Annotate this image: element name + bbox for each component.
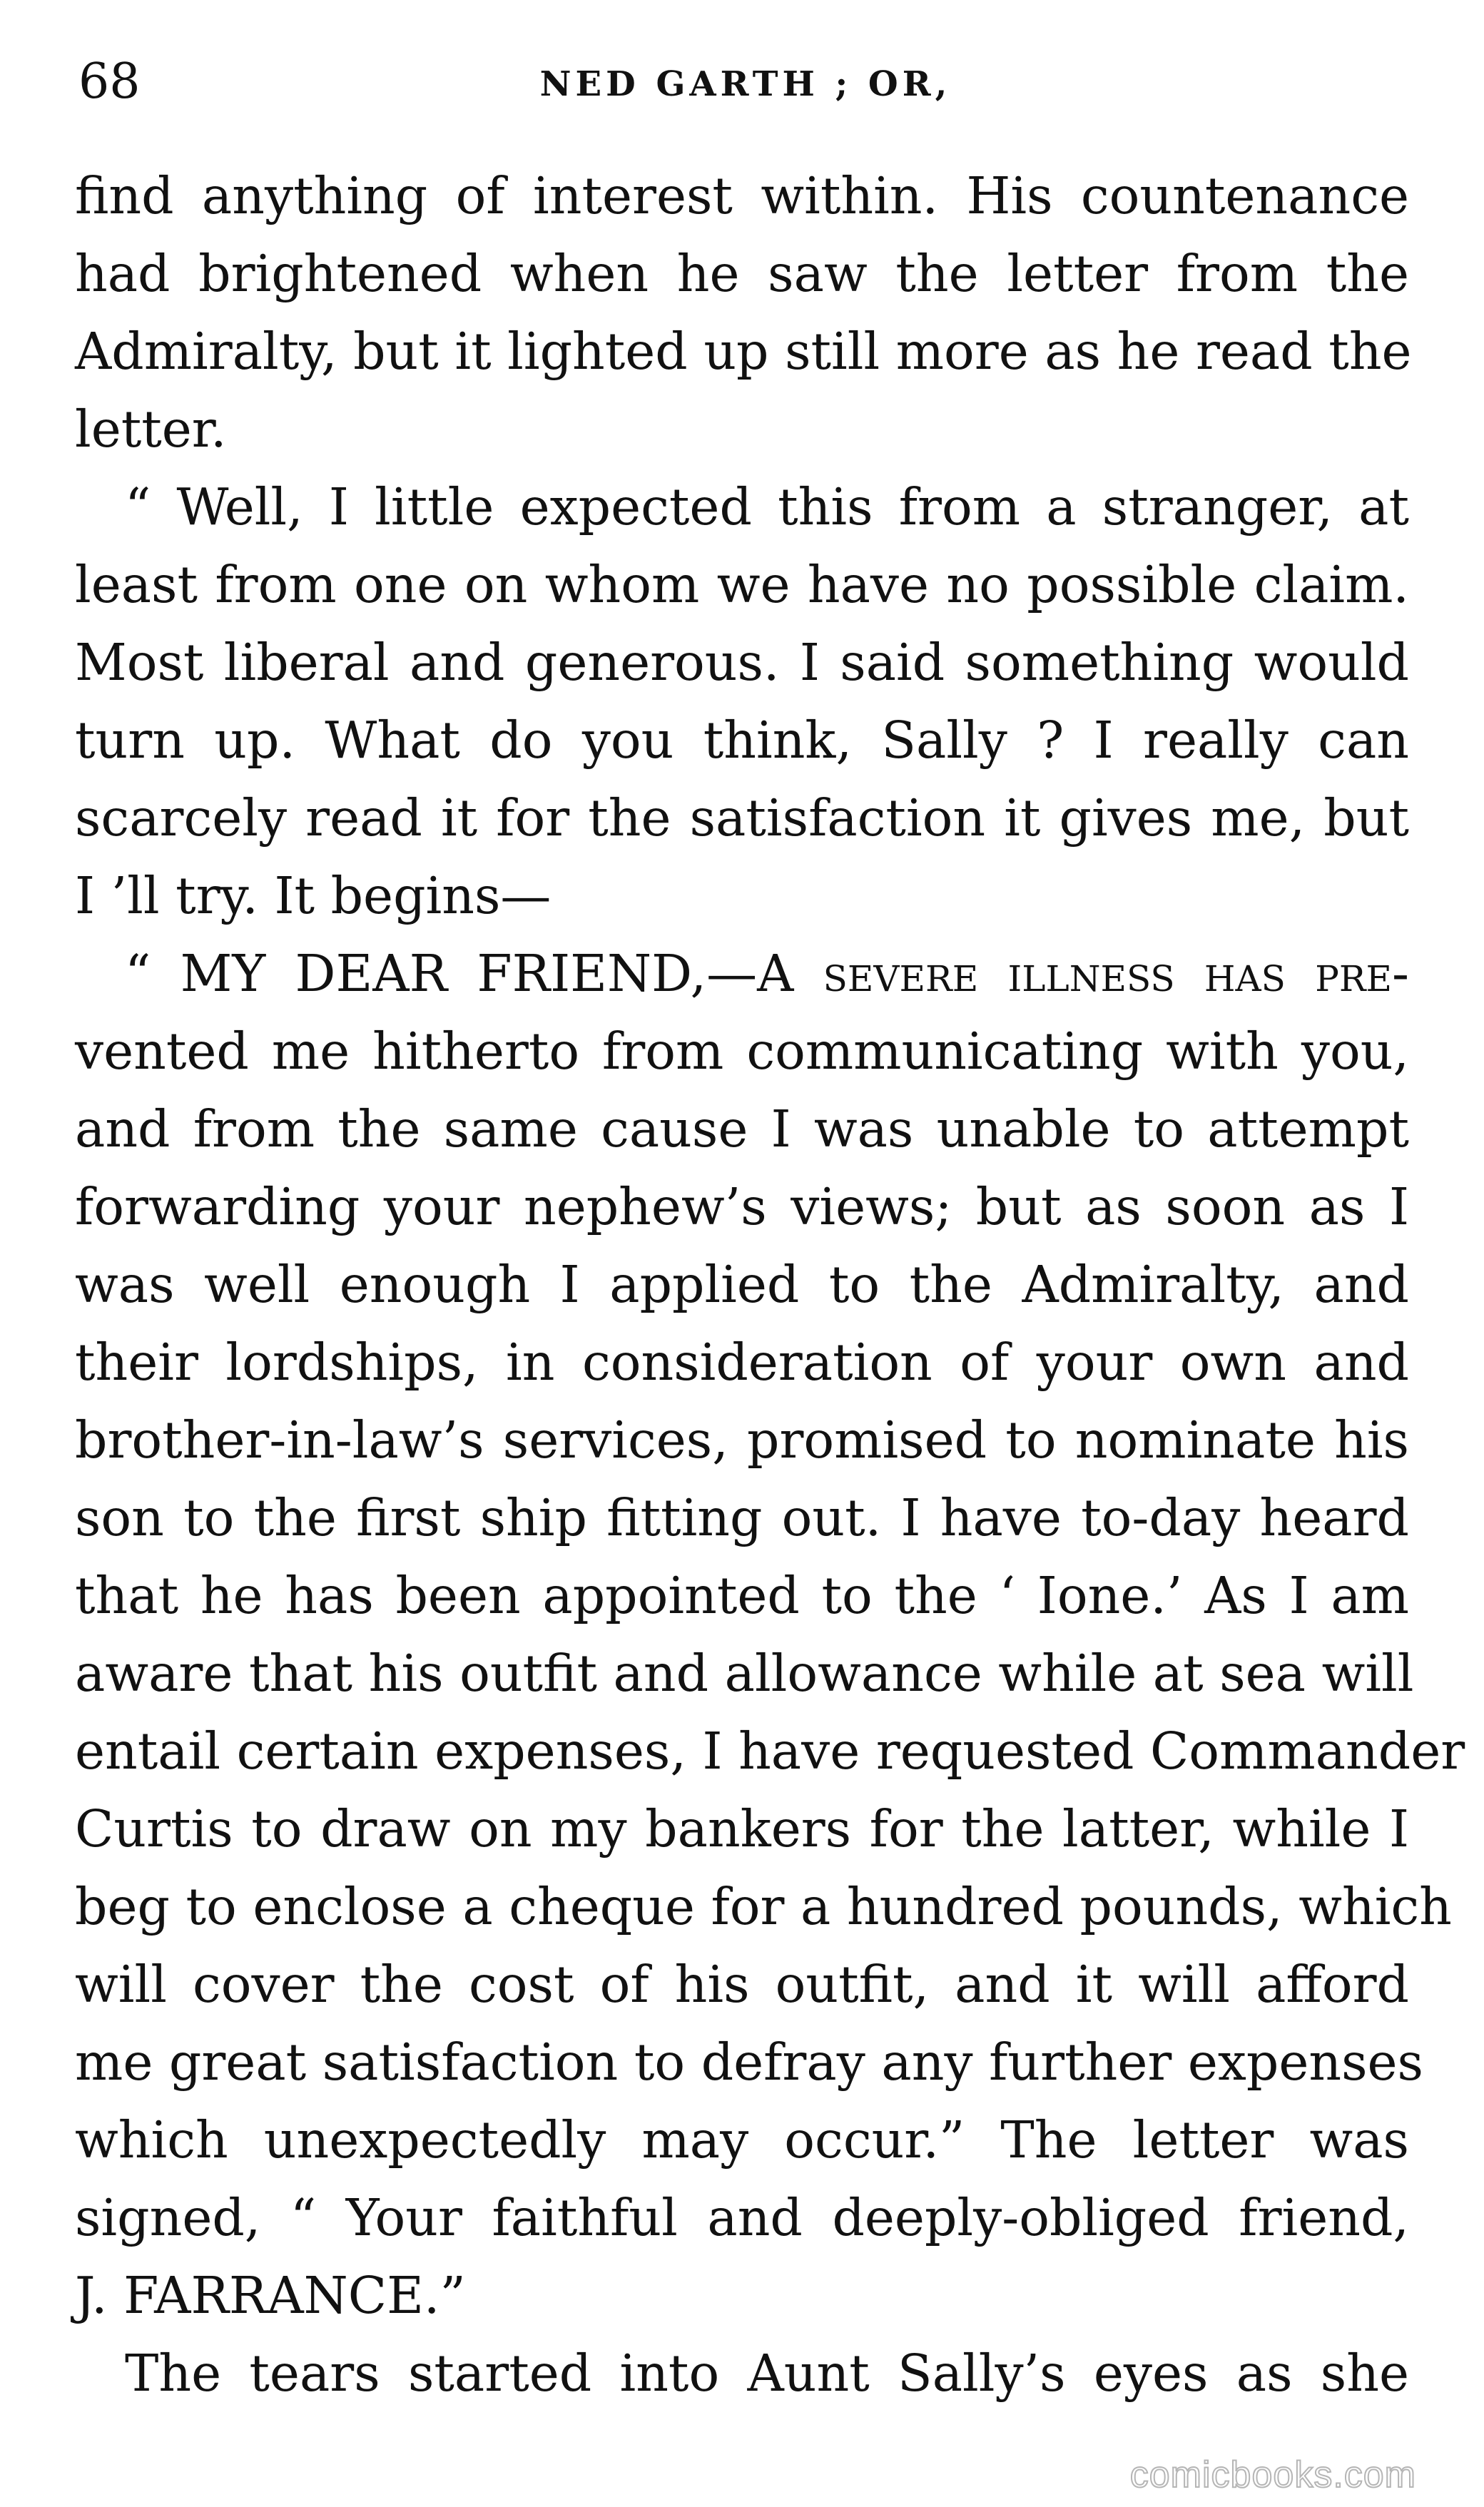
watermark: comicbooks.com (1129, 2454, 1416, 2496)
text-line-7: Most liberal and generous. I said something would (75, 633, 1409, 692)
page-header (78, 43, 1413, 128)
text-line-17: brother-in-law’s services, promised to nominate his (75, 1410, 1409, 1470)
text-line-29: The tears started into Aunt Sally’s eyes as she (125, 2344, 1409, 2403)
body-text (75, 157, 1465, 2412)
text-line-9: scarcely read it for the satisfaction it gives me, but (75, 788, 1409, 848)
text-line-11: “ MY DEAR FRIEND,—A severe illness has pre- (125, 944, 1409, 1003)
text-line-13: and from the same cause I was unable to attempt (75, 1099, 1409, 1159)
text-line-18: son to the first ship fitting out. I have to-day heard (75, 1488, 1409, 1547)
text-line-21: entail certain expenses, I have requested Commander (75, 1722, 1465, 1781)
text-line-25: me great satisfaction to defray any further expenses (75, 2033, 1423, 2092)
running-head: NED GARTH ; OR, (539, 64, 952, 104)
text-line-1: find anything of interest within. His countenance (75, 166, 1409, 225)
text-line-28: J. FARRANCE.” (75, 2266, 466, 2325)
text-line-27: signed, “ Your faithful and deeply-obliged friend, (75, 2188, 1409, 2247)
text-line-2: had brightened when he saw the letter from the (75, 244, 1409, 303)
text-line-23: beg to enclose a cheque for a hundred pounds, which (75, 1877, 1452, 1936)
text-line-20: aware that his outfit and allowance while at sea will (75, 1644, 1414, 1703)
text-line-6: least from one on whom we have no possible claim. (75, 555, 1409, 614)
text-line-22: Curtis to draw on my bankers for the latter, while I (75, 1799, 1409, 1858)
text-line-14: forwarding your nephew’s views; but as soon as I (75, 1177, 1409, 1236)
text-line-26: which unexpectedly may occur.” The letter was (75, 2110, 1409, 2170)
text-line-3: Admiralty, but it lighted up still more as he read the (75, 322, 1412, 381)
text-line-5: “ Well, I little expected this from a stranger, at (125, 477, 1409, 537)
text-line-8: turn up. What do you think, Sally ? I really can (75, 711, 1409, 770)
text-line-12: vented me hitherto from communicating with you, (75, 1022, 1409, 1081)
page-number: 68 (78, 54, 141, 110)
text-line-19: that he has been appointed to the ‘ Ione.’ As I am (75, 1566, 1409, 1625)
text-line-16: their lordships, in consideration of your own and (75, 1333, 1409, 1392)
text-line-24: will cover the cost of his outfit, and it will afford (75, 1955, 1409, 2014)
text-line-4: letter. (75, 400, 227, 459)
text-line-15: was well enough I applied to the Admiralty, and (75, 1255, 1409, 1314)
text-line-10: I ’ll try. It begins— (75, 866, 552, 925)
